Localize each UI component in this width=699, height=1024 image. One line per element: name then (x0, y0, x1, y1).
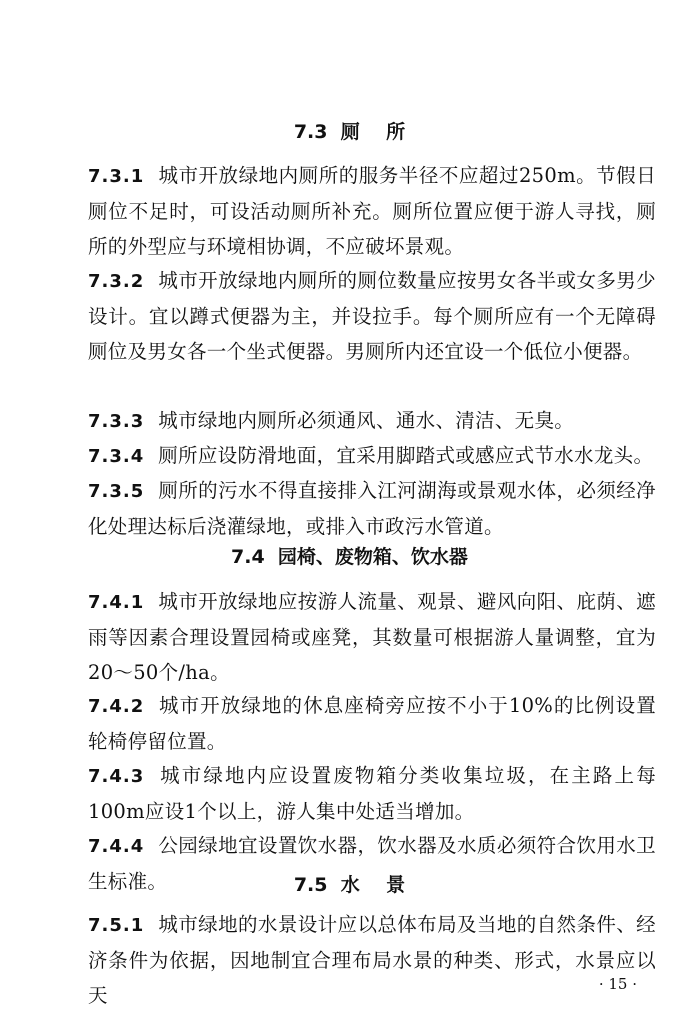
clause-text: 城市绿地内应设置废物箱分类收集垃圾，在主路上每100m应设1个以上，游人集中处适当增加。 (88, 764, 656, 823)
clause-text: 城市开放绿地内厕所的服务半径不应超过250m。节假日厕位不足时，可设活动厕所补充。厕所位置应便于游人寻找，厕所的外型应与环境相协调，不应破坏景观。 (88, 164, 656, 258)
clause-number: 7.4.4 (88, 836, 145, 857)
clause-text: 城市开放绿地内厕所的厕位数量应按男女各半或女多男少设计。宜以蹲式便器为主，并设拉手。每个厕所应有一个无障碍厕位及男女各一个坐式便器。男厕所内还宜设一个低位小便器。 (88, 269, 656, 363)
clause-number: 7.4.3 (88, 766, 145, 787)
clause-text: 城市开放绿地应按游人流量、观景、避风向阳、庇荫、遮雨等因素合理设置园椅或座凳，其数量可根据游人量调整，宜为20～50个/ha。 (88, 590, 656, 684)
clause-number: 7.3.3 (88, 411, 145, 432)
page-number: · 15 · (598, 975, 637, 993)
clause-number: 7.3.1 (88, 166, 145, 187)
clause-text: 厕所的污水不得直接排入江河湖海或景观水体，必须经净化处理达标后浇灌绿地，或排入市政污水管道。 (88, 479, 656, 538)
clause-7-3-1 (88, 158, 656, 264)
clause-number: 7.4.2 (88, 696, 145, 717)
clause-number: 7.5.1 (88, 915, 145, 936)
clause-number: 7.4.1 (88, 592, 145, 613)
clause-text: 城市绿地的水景设计应以总体布局及当地的自然条件、经济条件为依据，因地制宜合理布局水景的种类、形式，水景应以天 (88, 913, 656, 1007)
clause-7-4-3 (88, 758, 656, 829)
clause-number: 7.3.4 (88, 446, 145, 467)
section-title-7-3: 7.3 厕 所 (293, 121, 406, 143)
clause-7-3-3 (88, 403, 656, 439)
section-title-7-4: 7.4 园椅、废物箱、饮水器 (231, 546, 468, 568)
clause-text: 城市绿地内厕所必须通风、通水、清洁、无臭。 (158, 409, 575, 432)
clause-7-3-4 (88, 438, 656, 474)
section-title-7-5: 7.5 水 景 (293, 874, 406, 896)
clause-7-4-2 (88, 688, 656, 759)
clause-7-3-2 (88, 263, 656, 369)
clause-7-3-5 (88, 473, 656, 544)
clause-text: 公园绿地宜设置饮水器，饮水器及水质必须符合饮用水卫生标准。 (88, 834, 656, 893)
clause-text: 厕所应设防滑地面，宜采用脚踏式或感应式节水水龙头。 (158, 444, 654, 467)
clause-text: 城市开放绿地的休息座椅旁应按不小于10%的比例设置轮椅停留位置。 (88, 694, 656, 753)
clause-7-5-1 (88, 907, 656, 1013)
clause-number: 7.3.5 (88, 481, 145, 502)
clause-7-4-1 (88, 584, 656, 690)
clause-number: 7.3.2 (88, 271, 145, 292)
